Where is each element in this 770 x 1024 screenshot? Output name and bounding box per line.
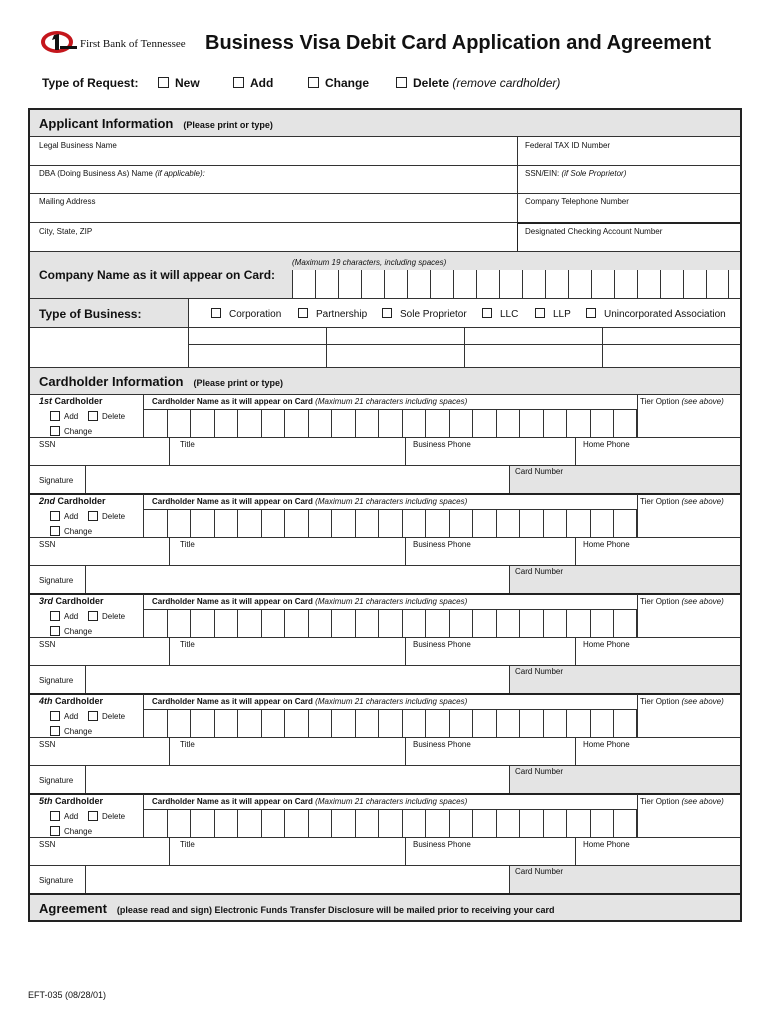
title-field[interactable]: Title [180,440,195,449]
home-phone-field[interactable]: Home Phone [583,440,630,449]
cardholder-title: 2nd Cardholder [39,496,106,506]
cardholder-block [30,494,742,594]
cardholder-block [30,794,742,894]
ssn-field[interactable]: SSN [39,840,56,849]
cardholder-title: 1st Cardholder [39,396,103,406]
checkbox[interactable] [233,77,244,88]
signature-field[interactable]: Signature [39,876,74,885]
business-option-llp[interactable]: LLP [535,308,571,320]
cardholder-option-change[interactable]: Change [50,826,92,836]
title-field[interactable]: Title [180,740,195,749]
cardholder-option-add[interactable]: Add [50,611,78,621]
application-form [28,108,742,922]
business-type-label: Type of Business: [39,307,142,321]
tier-option-field[interactable]: Tier Option (see above) [640,497,724,506]
agreement-section: Agreement (please read and sign) Electronic Funds Transfer Disclosure will be mailed prior to receiving your card [39,901,555,916]
cardholder-option-delete[interactable]: Delete [88,711,125,721]
business-option-unincorporated[interactable]: Unincorporated Association [586,308,726,320]
cardholder-option-delete[interactable]: Delete [88,511,125,521]
cardholder-name-boxes[interactable] [143,709,637,737]
signature-field[interactable]: Signature [39,576,74,585]
business-phone-field[interactable]: Business Phone [413,640,471,649]
card-number-field[interactable]: Card Number [515,667,564,676]
card-number-field[interactable]: Card Number [515,867,564,876]
business-option-corporation[interactable]: Corporation [211,308,281,320]
bank-name: First Bank of Tennessee [80,38,186,50]
request-option-delete[interactable]: Delete (remove cardholder) [396,76,560,90]
card-number-field[interactable]: Card Number [515,467,564,476]
checkbox[interactable] [396,77,407,88]
business-phone-field[interactable]: Business Phone [413,740,471,749]
cardholder-name-label: Cardholder Name as it will appear on Card (Maximum 21 characters including spaces) [152,397,468,406]
signature-field[interactable]: Signature [39,776,74,785]
company-name-boxes[interactable] [292,270,742,298]
document-title: Business Visa Debit Card Application and Agreement [205,32,712,54]
company-name-max-note: (Maximum 19 characters, including spaces) [292,258,447,267]
cardholder-name-label: Cardholder Name as it will appear on Card (Maximum 21 characters including spaces) [152,597,468,606]
cardholder-block [30,594,742,694]
title-field[interactable]: Title [180,640,195,649]
cardholder-option-add[interactable]: Add [50,511,78,521]
title-field[interactable]: Title [180,840,195,849]
tier-option-field[interactable]: Tier Option (see above) [640,597,724,606]
cardholder-option-add[interactable]: Add [50,811,78,821]
request-option-new[interactable]: New [158,76,200,90]
federal-tax-id-field[interactable]: Federal TAX ID Number [525,141,611,150]
cardholder-block [30,394,742,494]
cardholder-option-delete[interactable]: Delete [88,411,125,421]
ssn-field[interactable]: SSN [39,740,56,749]
business-option-partnership[interactable]: Partnership [298,308,367,320]
cardholder-name-boxes[interactable] [143,609,637,637]
home-phone-field[interactable]: Home Phone [583,640,630,649]
request-option-add[interactable]: Add [233,76,273,90]
tier-option-field[interactable]: Tier Option (see above) [640,397,724,406]
company-name-label: Company Name as it will appear on Card: [39,268,276,282]
tier-option-field[interactable]: Tier Option (see above) [640,697,724,706]
cardholder-title: 4th Cardholder [39,696,104,706]
dba-name-field[interactable]: DBA (Doing Business As) Name (if applicable): [39,169,205,178]
cardholder-name-label: Cardholder Name as it will appear on Card (Maximum 21 characters including spaces) [152,497,468,506]
cardholder-name-label: Cardholder Name as it will appear on Card (Maximum 21 characters including spaces) [152,697,468,706]
ssn-field[interactable]: SSN [39,640,56,649]
mailing-address-field[interactable]: Mailing Address [39,197,96,206]
card-number-field[interactable]: Card Number [515,567,564,576]
business-option-llc[interactable]: LLC [482,308,518,320]
home-phone-field[interactable]: Home Phone [583,540,630,549]
cardholder-option-add[interactable]: Add [50,411,78,421]
cardholder-option-change[interactable]: Change [50,626,92,636]
checking-account-field[interactable]: Designated Checking Account Number [525,227,663,236]
applicant-heading: Applicant Information (Please print or type) [39,116,273,131]
cardholder-name-label: Cardholder Name as it will appear on Card (Maximum 21 characters including spaces) [152,797,468,806]
tier-option-field[interactable]: Tier Option (see above) [640,797,724,806]
cardholder-option-delete[interactable]: Delete [88,811,125,821]
bank-logo-icon [40,30,78,54]
cardholder-title: 3rd Cardholder [39,596,104,606]
company-telephone-field[interactable]: Company Telephone Number [525,197,629,206]
cardholder-block [30,694,742,794]
cardholder-option-change[interactable]: Change [50,526,92,536]
ssn-ein-field[interactable]: SSN/EIN: (if Sole Proprietor) [525,169,627,178]
card-number-field[interactable]: Card Number [515,767,564,776]
cardholder-name-boxes[interactable] [143,409,637,437]
cardholder-option-change[interactable]: Change [50,726,92,736]
business-phone-field[interactable]: Business Phone [413,440,471,449]
cardholder-option-delete[interactable]: Delete [88,611,125,621]
cardholder-option-change[interactable]: Change [50,426,92,436]
cardholder-name-boxes[interactable] [143,809,637,837]
business-phone-field[interactable]: Business Phone [413,840,471,849]
business-option-sole-proprietor[interactable]: Sole Proprietor [382,308,467,320]
business-phone-field[interactable]: Business Phone [413,540,471,549]
ssn-field[interactable]: SSN [39,440,56,449]
form-id: EFT-035 (08/28/01) [28,990,107,1000]
ssn-field[interactable]: SSN [39,540,56,549]
cardholder-heading: Cardholder Information (Please print or type) [39,374,283,389]
signature-field[interactable]: Signature [39,676,74,685]
city-state-zip-field[interactable]: City, State, ZIP [39,227,93,236]
signature-field[interactable]: Signature [39,476,74,485]
home-phone-field[interactable]: Home Phone [583,840,630,849]
request-type-label: Type of Request: [42,76,139,90]
cardholder-option-add[interactable]: Add [50,711,78,721]
home-phone-field[interactable]: Home Phone [583,740,630,749]
request-option-change[interactable]: Change [308,76,369,90]
checkbox[interactable] [158,77,169,88]
title-field[interactable]: Title [180,540,195,549]
legal-business-name-field[interactable]: Legal Business Name [39,141,117,150]
cardholder-title: 5th Cardholder [39,796,104,806]
checkbox[interactable] [308,77,319,88]
cardholder-name-boxes[interactable] [143,509,637,537]
